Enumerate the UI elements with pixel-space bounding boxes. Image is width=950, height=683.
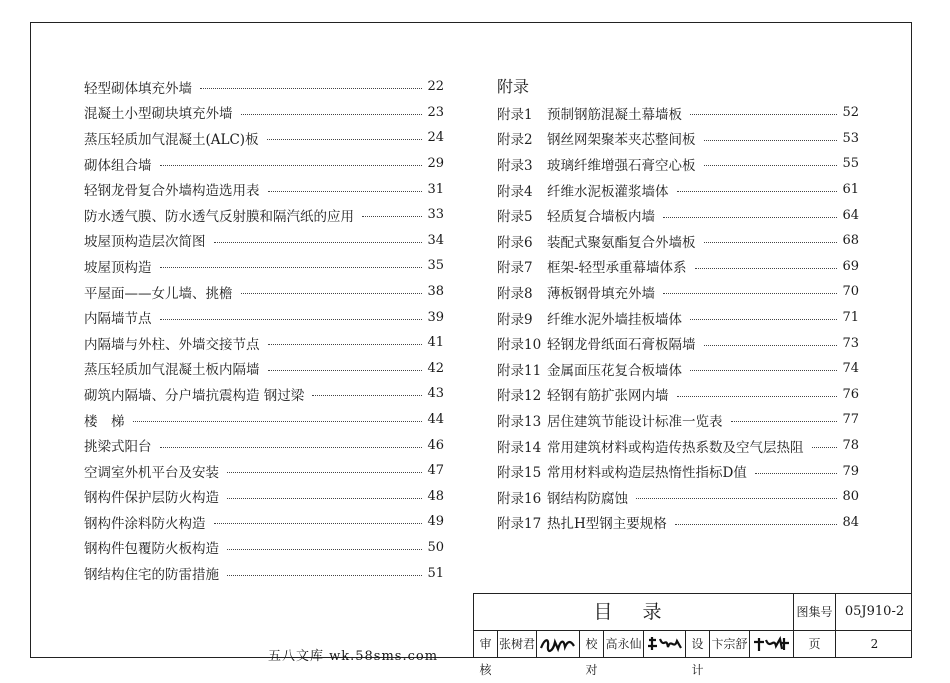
dot-leader	[160, 267, 423, 268]
toc-entry-page: 80	[842, 489, 859, 505]
dot-leader	[241, 114, 423, 115]
toc-entry	[497, 382, 859, 408]
toc-entry-page: 43	[427, 386, 444, 402]
dot-leader	[241, 293, 423, 294]
toc-entry-page: 76	[842, 386, 859, 402]
dot-leader	[755, 473, 837, 474]
toc-entry-page: 23	[427, 104, 444, 120]
dot-leader	[690, 114, 837, 115]
dot-leader	[214, 523, 423, 524]
toc-entry-number: 附录17	[497, 516, 542, 533]
toc-entry	[84, 253, 444, 279]
design-name: 卞宗舒	[710, 631, 750, 657]
dot-leader	[160, 447, 423, 448]
review-label: 审核	[474, 631, 498, 657]
toc-entry-title: 混凝土小型砌块填充外墙	[84, 106, 233, 123]
toc-entry-page: 24	[427, 130, 444, 146]
page-value: 2	[870, 637, 879, 651]
toc-entry-title: 砌体组合墙	[84, 157, 152, 174]
toc-entry-title: 薄板钢骨填充外墙	[547, 285, 655, 302]
toc-entry-page: 61	[842, 182, 859, 198]
toc-entry-number: 附录16	[497, 490, 542, 507]
toc-entry-page: 44	[427, 412, 444, 428]
toc-entry-page: 77	[842, 412, 859, 428]
dot-leader	[675, 524, 837, 525]
toc-entry	[497, 228, 859, 254]
dot-leader	[227, 472, 422, 473]
toc-entry-page: 22	[427, 79, 444, 95]
toc-entry	[497, 100, 859, 126]
toc-entry-title: 装配式聚氨酯复合外墙板	[547, 234, 696, 251]
check-label: 校对	[580, 631, 604, 657]
dot-leader	[227, 575, 422, 576]
toc-entry	[84, 279, 444, 305]
dot-leader	[268, 370, 423, 371]
toc-entry-title: 常用材料或构造层热惰性指标D值	[547, 465, 747, 482]
title-block-title: 目 录	[474, 594, 794, 630]
toc-entry-title: 钢构件包覆防火板构造	[84, 541, 219, 558]
toc-entry-title: 坡屋顶构造层次简图	[84, 234, 206, 251]
toc-entry-page: 46	[427, 437, 444, 453]
review-name: 张树君	[498, 631, 537, 657]
toc-entry	[84, 74, 444, 100]
toc-entry-title: 轻型砌体填充外墙	[84, 80, 192, 97]
toc-entry-page: 78	[842, 438, 859, 454]
toc-entry	[84, 458, 444, 484]
toc-entry-title: 内隔墙节点	[84, 311, 152, 328]
toc-entry-title: 框架-轻型承重幕墙体系	[547, 260, 687, 277]
toc-entry-number: 附录3	[497, 157, 533, 174]
toc-entry	[84, 381, 444, 407]
toc-entry-title: 内隔墙与外柱、外墙交接节点	[84, 336, 260, 353]
toc-entry-page: 68	[842, 233, 859, 249]
toc-entry-title: 钢结构住宅的防雷措施	[84, 567, 219, 584]
toc-entry-title: 钢丝网架聚苯夹芯整间板	[547, 132, 696, 149]
title-block	[473, 593, 912, 677]
toc-left-column	[84, 74, 444, 586]
toc-entry	[84, 100, 444, 126]
toc-entry	[84, 304, 444, 330]
toc-entry-page: 64	[842, 207, 859, 223]
toc-entry	[497, 510, 859, 536]
appendix-heading: 附录	[497, 77, 530, 96]
dot-leader	[214, 242, 423, 243]
toc-entry-title: 砌筑内隔墙、分户墙抗震构造 钢过梁	[84, 387, 305, 404]
toc-entry-page: 29	[427, 156, 444, 172]
toc-entry-page: 69	[842, 258, 859, 274]
toc-entry-page: 49	[427, 514, 444, 530]
toc-entry	[84, 432, 444, 458]
toc-entry-page: 35	[427, 258, 444, 274]
toc-entry-page: 41	[427, 335, 444, 351]
toc-entry-title: 坡屋顶构造	[84, 259, 152, 276]
toc-entry-title: 蒸压轻质加气混凝土(ALC)板	[84, 131, 259, 148]
dot-leader	[200, 88, 422, 89]
toc-entry	[84, 176, 444, 202]
toc-entry-number: 附录8	[497, 285, 533, 302]
toc-entry	[497, 254, 859, 280]
toc-entry-page: 55	[842, 156, 859, 172]
toc-entry-number: 附录12	[497, 388, 542, 405]
toc-entry-title: 预制钢筋混凝土幕墙板	[547, 106, 682, 123]
toc-entry	[497, 407, 859, 433]
dot-leader	[677, 396, 838, 397]
toc-entry-page: 47	[427, 463, 444, 479]
atlas-number-label: 图集号	[794, 594, 836, 630]
dot-leader	[227, 498, 422, 499]
toc-entry	[84, 151, 444, 177]
toc-entry-number: 附录4	[497, 183, 533, 200]
design-signature	[750, 631, 794, 657]
toc-entry	[497, 433, 859, 459]
dot-leader	[663, 293, 837, 294]
dot-leader	[704, 242, 838, 243]
toc-entry-title: 纤维水泥外墙挂板墙体	[547, 311, 682, 328]
toc-entry-number: 附录5	[497, 209, 533, 226]
toc-entry-title: 居住建筑节能设计标准一览表	[547, 413, 723, 430]
toc-entry-title: 轻质复合墙板内墙	[547, 209, 655, 226]
dot-leader	[690, 319, 837, 320]
toc-entry-number: 附录9	[497, 311, 533, 328]
toc-entry-page: 70	[842, 284, 859, 300]
atlas-number-value: 05J910-2	[844, 604, 905, 619]
toc-entry-title: 钢结构防腐蚀	[547, 490, 628, 507]
design-label: 设计	[686, 631, 710, 657]
toc-entry-page: 73	[842, 335, 859, 351]
dot-leader	[704, 140, 838, 141]
check-name: 高永仙	[604, 631, 644, 657]
toc-entry-title: 钢构件保护层防火构造	[84, 490, 219, 507]
watermark-text: 五八文库 wk.58sms.com	[268, 649, 439, 664]
toc-entry	[84, 407, 444, 433]
toc-entry-page: 53	[842, 130, 859, 146]
toc-right-column	[497, 74, 859, 535]
toc-entry-title: 蒸压轻质加气混凝土板内隔墙	[84, 362, 260, 379]
toc-entry	[497, 458, 859, 484]
toc-entry-page: 79	[842, 463, 859, 479]
toc-entry-page: 71	[842, 310, 859, 326]
toc-entry-title: 平屋面——女儿墙、挑檐	[84, 285, 233, 302]
toc-entry-page: 34	[427, 232, 444, 248]
toc-entry-number: 附录1	[497, 106, 533, 123]
toc-entry-title: 钢构件涂料防火构造	[84, 515, 206, 532]
toc-entry	[497, 305, 859, 331]
toc-entry	[497, 177, 859, 203]
dot-leader	[133, 421, 423, 422]
toc-entry-page: 74	[842, 361, 859, 377]
dot-leader	[731, 421, 838, 422]
toc-entry	[497, 356, 859, 382]
toc-entry	[84, 125, 444, 151]
review-signature	[537, 631, 580, 657]
dot-leader	[362, 216, 422, 217]
toc-entry	[497, 126, 859, 152]
dot-leader	[268, 191, 423, 192]
dot-leader	[312, 395, 422, 396]
toc-entry-page: 39	[427, 309, 444, 325]
toc-entry-title: 轻钢龙骨纸面石膏板隔墙	[547, 337, 696, 354]
toc-entry	[497, 151, 859, 177]
toc-entry	[84, 330, 444, 356]
toc-entry-title: 轻钢龙骨复合外墙构造选用表	[84, 183, 260, 200]
toc-entry-title: 纤维水泥板灌浆墙体	[547, 183, 669, 200]
toc-entry-number: 附录2	[497, 132, 533, 149]
toc-entry	[497, 279, 859, 305]
toc-entry-title: 常用建筑材料或构造传热系数及空气层热阻	[547, 439, 804, 456]
toc-entry	[84, 560, 444, 586]
toc-entry-title: 挑梁式阳台	[84, 439, 152, 456]
dot-leader	[267, 139, 422, 140]
toc-entry-page: 48	[427, 488, 444, 504]
toc-entry-page: 50	[427, 539, 444, 555]
toc-entry	[84, 509, 444, 535]
dot-leader	[690, 370, 837, 371]
toc-entry	[84, 356, 444, 382]
toc-entry-number: 附录15	[497, 465, 542, 482]
check-signature	[644, 631, 686, 657]
toc-entry	[84, 202, 444, 228]
toc-entry-title: 楼 梯	[84, 413, 125, 430]
dot-leader	[160, 319, 423, 320]
toc-entry-title: 防水透气膜、防水透气反射膜和隔汽纸的应用	[84, 208, 354, 225]
dot-leader	[160, 165, 423, 166]
toc-entry-page: 31	[427, 181, 444, 197]
toc-entry-number: 附录13	[497, 413, 542, 430]
toc-entry	[84, 228, 444, 254]
dot-leader	[663, 217, 837, 218]
dot-leader	[227, 549, 422, 550]
toc-entry-title: 玻璃纤维增强石膏空心板	[547, 157, 696, 174]
dot-leader	[677, 191, 838, 192]
toc-entry-page: 51	[427, 565, 444, 581]
toc-entry-title: 热扎H型钢主要规格	[547, 516, 667, 533]
dot-leader	[695, 268, 837, 269]
dot-leader	[268, 344, 423, 345]
toc-entry	[84, 535, 444, 561]
page-label: 页	[794, 631, 836, 657]
dot-leader	[812, 447, 838, 448]
toc-entry-page: 52	[842, 105, 859, 121]
toc-entry-page: 42	[427, 360, 444, 376]
toc-entry	[84, 484, 444, 510]
toc-entry-number: 附录7	[497, 260, 533, 277]
dot-leader	[636, 498, 837, 499]
toc-entry-page: 84	[842, 514, 859, 530]
toc-entry-number: 附录6	[497, 234, 533, 251]
toc-entry-title: 轻钢有筋扩张网内墙	[547, 388, 669, 405]
toc-entry-number: 附录10	[497, 337, 542, 354]
toc-entry	[497, 202, 859, 228]
toc-entry-page: 38	[427, 284, 444, 300]
toc-entry	[497, 330, 859, 356]
toc-entry-title: 空调室外机平台及安装	[84, 464, 219, 481]
toc-entry-number: 附录14	[497, 439, 542, 456]
toc-entry	[497, 484, 859, 510]
toc-entry-title: 金属面压花复合板墙体	[547, 362, 682, 379]
dot-leader	[704, 345, 838, 346]
dot-leader	[704, 165, 838, 166]
toc-entry-number: 附录11	[497, 362, 542, 379]
toc-entry-page: 33	[427, 207, 444, 223]
